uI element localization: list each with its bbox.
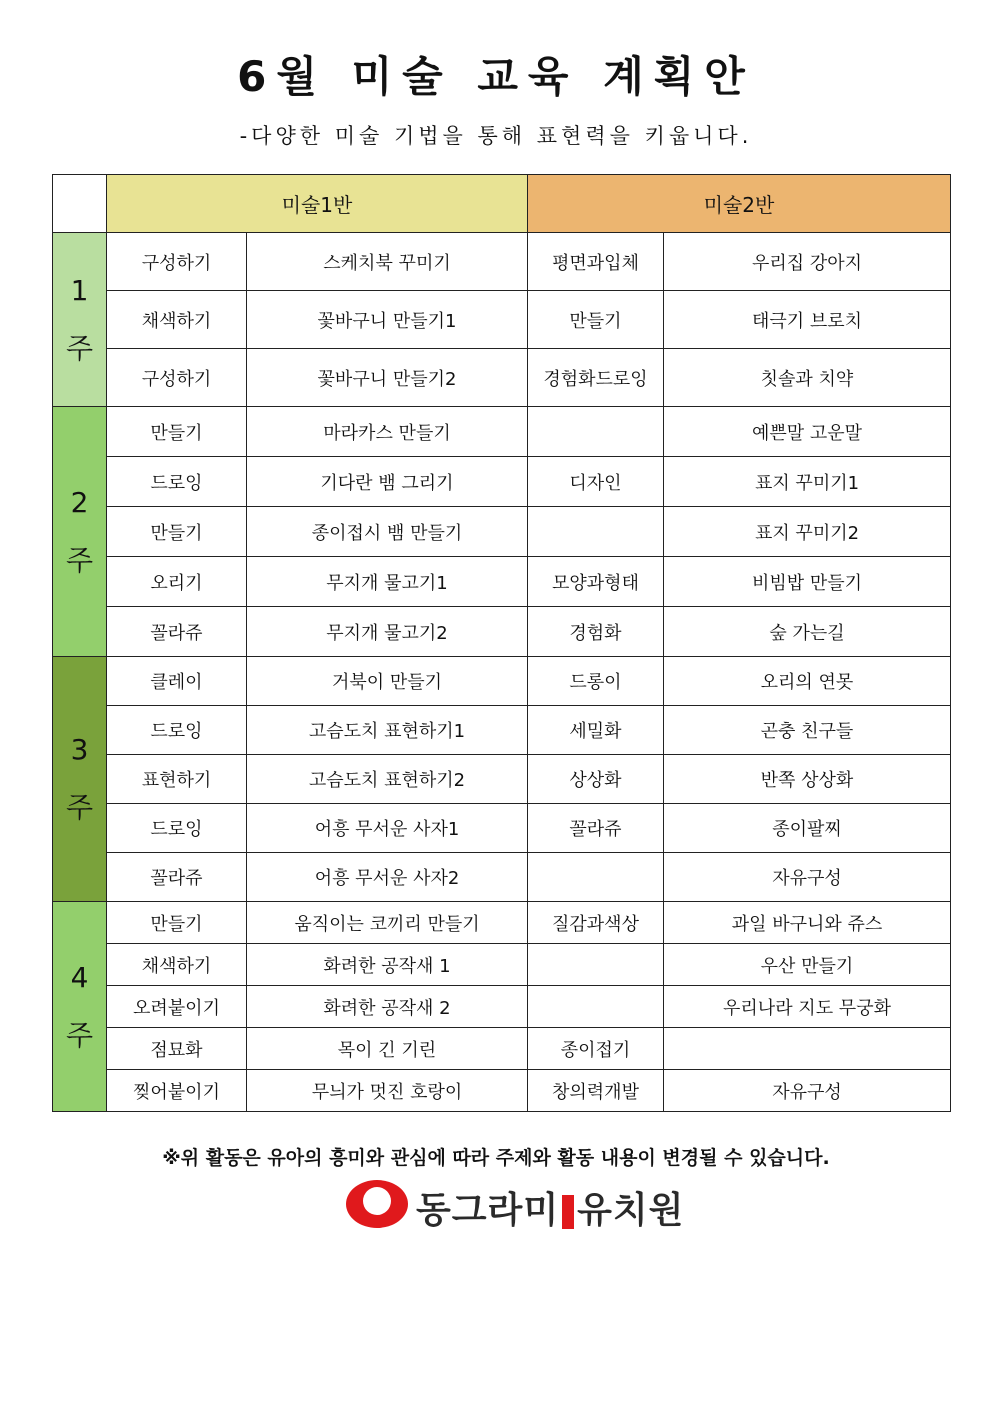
week-2-row — [53, 607, 951, 657]
activity-type-2 — [528, 853, 664, 902]
activity-type-1: 드로잉 — [107, 804, 247, 853]
activity-title-2: 우산 만들기 — [664, 944, 951, 986]
activity-title-1: 무늬가 멋진 호랑이 — [247, 1070, 528, 1112]
pencil-icon — [562, 1195, 574, 1229]
week-1-row — [53, 349, 951, 407]
week-3-row — [53, 853, 951, 902]
week-suffix: 주 — [65, 1018, 94, 1052]
activity-type-1: 드로잉 — [107, 706, 247, 755]
activity-type-1: 점묘화 — [107, 1028, 247, 1070]
week-suffix: 주 — [65, 543, 94, 577]
activity-type-2: 종이접기 — [528, 1028, 664, 1070]
week-label-3 — [53, 657, 107, 902]
week-3-row — [53, 804, 951, 853]
activity-title-2: 곤충 친구들 — [664, 706, 951, 755]
change-notice: ※위 활동은 유아의 흥미와 관심에 따라 주제와 활동 내용이 변경될 수 있습니다. — [162, 1147, 830, 1169]
activity-title-2: 오리의 연못 — [664, 657, 951, 706]
activity-type-1: 표현하기 — [107, 755, 247, 804]
week-number: 2 — [70, 485, 89, 519]
activity-type-2 — [528, 507, 664, 557]
week-4-row — [53, 944, 951, 986]
activity-type-2: 상상화 — [528, 755, 664, 804]
activity-title-2: 자유구성 — [664, 1070, 951, 1112]
activity-title-1: 거북이 만들기 — [247, 657, 528, 706]
activity-title-2: 자유구성 — [664, 853, 951, 902]
week-number: 4 — [70, 960, 89, 994]
activity-title-1: 움직이는 코끼리 만들기 — [247, 902, 528, 944]
activity-title-2: 표지 꾸미기2 — [664, 507, 951, 557]
activity-type-1: 구성하기 — [107, 349, 247, 407]
activity-type-1: 만들기 — [107, 407, 247, 457]
week-2-row — [53, 457, 951, 507]
kindergarten-logo — [346, 1178, 685, 1231]
week-1-row — [53, 291, 951, 349]
activity-title-2: 숲 가는길 — [664, 607, 951, 657]
activity-type-2 — [528, 986, 664, 1028]
activity-type-2: 모양과형태 — [528, 557, 664, 607]
activity-title-1: 어흥 무서운 사자1 — [247, 804, 528, 853]
week-4-row — [53, 1070, 951, 1112]
activity-title-2: 반쪽 상상화 — [664, 755, 951, 804]
week-4-row — [53, 902, 951, 944]
week-suffix: 주 — [65, 791, 94, 824]
activity-type-2: 만들기 — [528, 291, 664, 349]
activity-type-2 — [528, 407, 664, 457]
activity-type-1: 꼴라쥬 — [107, 607, 247, 657]
activity-type-2: 경험화 — [528, 607, 664, 657]
page-title: 6월 미술 교육 계획안 — [237, 52, 755, 101]
activity-type-2: 평면과입체 — [528, 233, 664, 291]
activity-type-1: 찢어붙이기 — [107, 1070, 247, 1112]
activity-type-2 — [528, 944, 664, 986]
activity-type-2: 드롱이 — [528, 657, 664, 706]
activity-title-1: 무지개 물고기2 — [247, 607, 528, 657]
week-number: 3 — [70, 733, 89, 766]
corner-cell — [53, 175, 107, 233]
activity-title-2: 종이팔찌 — [664, 804, 951, 853]
week-3-row — [53, 755, 951, 804]
class2-header: 미술2반 — [528, 175, 951, 233]
week-label-2 — [53, 407, 107, 657]
activity-type-1: 만들기 — [107, 902, 247, 944]
week-label-4 — [53, 902, 107, 1112]
activity-title-1: 꽃바구니 만들기1 — [247, 291, 528, 349]
activity-type-1: 오려붙이기 — [107, 986, 247, 1028]
activity-type-2: 창의력개발 — [528, 1070, 664, 1112]
activity-title-2: 우리집 강아지 — [664, 233, 951, 291]
logo-text — [416, 1182, 684, 1233]
logo-name-part1: 동그라미 — [416, 1190, 560, 1231]
activity-type-2: 디자인 — [528, 457, 664, 507]
activity-type-1: 만들기 — [107, 507, 247, 557]
activity-title-2: 우리나라 지도 무궁화 — [664, 986, 951, 1028]
activity-type-1: 채색하기 — [107, 944, 247, 986]
activity-type-2: 세밀화 — [528, 706, 664, 755]
activity-title-2: 태극기 브로치 — [664, 291, 951, 349]
class1-header: 미술1반 — [107, 175, 528, 233]
week-2-row — [53, 507, 951, 557]
activity-title-1: 고슴도치 표현하기1 — [247, 706, 528, 755]
activity-title-2: 예쁜말 고운말 — [664, 407, 951, 457]
activity-title-1: 무지개 물고기1 — [247, 557, 528, 607]
activity-title-1: 화려한 공작새 2 — [247, 986, 528, 1028]
activity-title-1: 꽃바구니 만들기2 — [247, 349, 528, 407]
header-row — [53, 175, 951, 233]
week-4-row — [53, 1028, 951, 1070]
week-4-row — [53, 986, 951, 1028]
activity-title-1: 기다란 뱀 그리기 — [247, 457, 528, 507]
logo-name-part2: 유치원 — [577, 1190, 685, 1231]
activity-type-2: 경험화드로잉 — [528, 349, 664, 407]
activity-title-2 — [664, 1028, 951, 1070]
activity-title-1: 목이 긴 기린 — [247, 1028, 528, 1070]
week-label-1 — [53, 233, 107, 407]
art-plan-table — [52, 174, 951, 1112]
activity-title-2: 표지 꾸미기1 — [664, 457, 951, 507]
activity-title-1: 화려한 공작새 1 — [247, 944, 528, 986]
week-2-row — [53, 557, 951, 607]
activity-type-1: 오리기 — [107, 557, 247, 607]
activity-type-1: 클레이 — [107, 657, 247, 706]
activity-title-1: 스케치북 꾸미기 — [247, 233, 528, 291]
activity-type-2: 질감과색상 — [528, 902, 664, 944]
page-subtitle: -다양한 미술 기법을 통해 표현력을 키웁니다. — [239, 124, 753, 148]
activity-type-1: 드로잉 — [107, 457, 247, 507]
week-3-row — [53, 657, 951, 706]
activity-type-1: 구성하기 — [107, 233, 247, 291]
week-suffix: 주 — [65, 331, 94, 365]
week-2-row — [53, 407, 951, 457]
week-number: 1 — [70, 273, 89, 307]
activity-title-2: 칫솔과 치약 — [664, 349, 951, 407]
activity-type-1: 채색하기 — [107, 291, 247, 349]
activity-title-1: 어흥 무서운 사자2 — [247, 853, 528, 902]
week-3-row — [53, 706, 951, 755]
activity-title-1: 종이접시 뱀 만들기 — [247, 507, 528, 557]
smiley-icon — [346, 1180, 408, 1228]
week-1-row — [53, 233, 951, 291]
activity-type-2: 꼴라쥬 — [528, 804, 664, 853]
activity-type-1: 꼴라쥬 — [107, 853, 247, 902]
activity-title-2: 과일 바구니와 쥬스 — [664, 902, 951, 944]
activity-title-1: 마라카스 만들기 — [247, 407, 528, 457]
activity-title-1: 고슴도치 표현하기2 — [247, 755, 528, 804]
activity-title-2: 비빔밥 만들기 — [664, 557, 951, 607]
